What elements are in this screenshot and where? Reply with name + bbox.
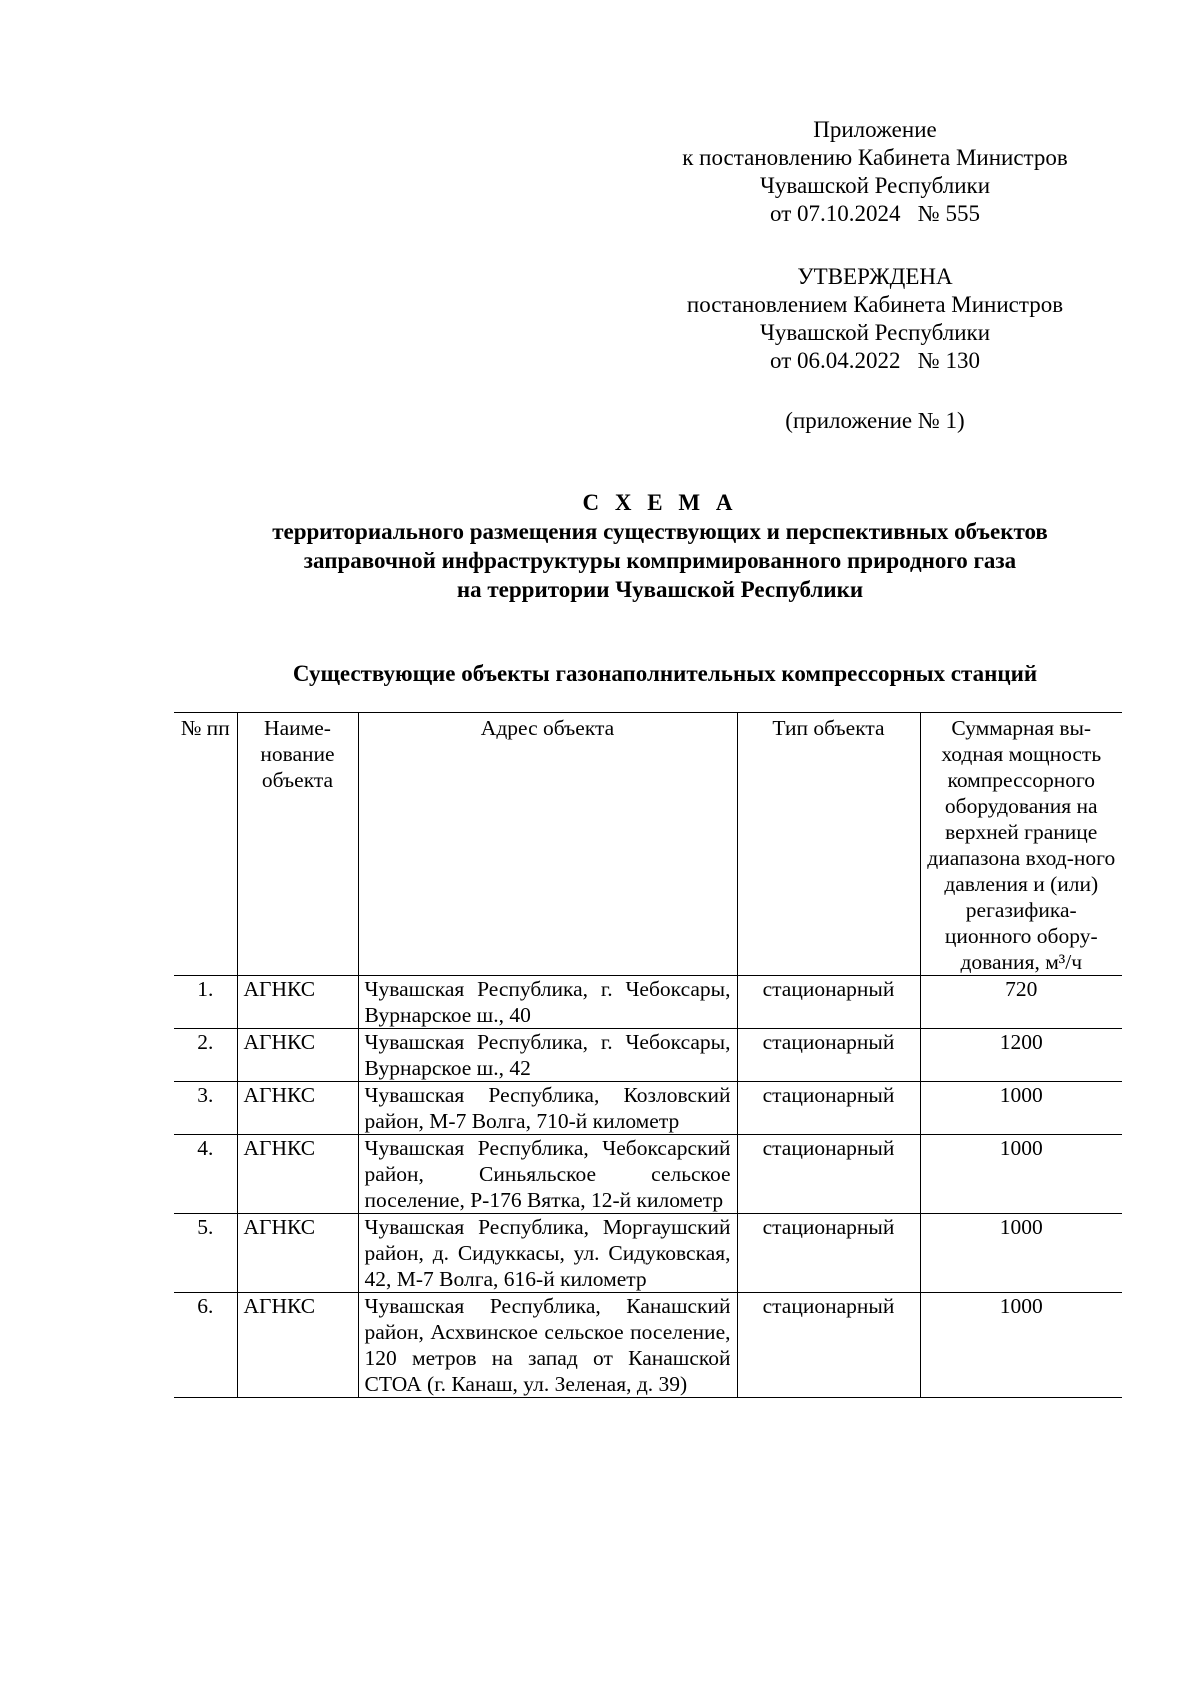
row-name: АГНКС <box>237 1082 358 1135</box>
title-line-1: территориального размещения существующих и перспективных объектов <box>272 519 1048 544</box>
appendix-resolution: к постановлению Кабинета Министров <box>682 145 1068 170</box>
appendix-date-number: от 07.10.2024 № 555 <box>770 201 980 226</box>
row-type: стационарный <box>737 1029 920 1082</box>
appendix-note <box>600 407 1150 435</box>
row-address: Чувашская Республика, г. Чебоксары, Вурнарское ш., 42 <box>358 1029 737 1082</box>
section-title: Существующие объекты газонаполнительных компрессорных станций <box>292 661 1038 686</box>
row-power: 1000 <box>920 1082 1122 1135</box>
title-main: С Х Е М А <box>582 490 738 515</box>
row-num: 2. <box>174 1029 237 1082</box>
row-type: стационарный <box>737 1214 920 1293</box>
appendix-note-text: (приложение № 1) <box>785 408 965 433</box>
table-row <box>174 1293 1122 1398</box>
table-row <box>174 1135 1122 1214</box>
table-header-row <box>174 713 1122 976</box>
row-power: 1200 <box>920 1029 1122 1082</box>
row-num: 3. <box>174 1082 237 1135</box>
approved-republic: Чувашской Республики <box>759 320 991 345</box>
header-type: Тип объекта <box>737 713 920 976</box>
row-name: АГНКС <box>237 1135 358 1214</box>
appendix-republic: Чувашской Республики <box>759 173 991 198</box>
header-address: Адрес объекта <box>358 713 737 976</box>
row-address: Чувашская Республика, г. Чебоксары, Вурнарское ш., 40 <box>358 976 737 1029</box>
row-address: Чувашская Республика, Моргаушский район, д. Сидуккасы, ул. Сидуковская, 42, М-7 Волга, 616-й километр <box>358 1214 737 1293</box>
row-power: 720 <box>920 976 1122 1029</box>
document-title <box>120 488 1200 604</box>
row-name: АГНКС <box>237 976 358 1029</box>
row-power: 1000 <box>920 1135 1122 1214</box>
table-row <box>174 1082 1122 1135</box>
title-line-3: на территории Чувашской Республики <box>456 577 864 602</box>
objects-table <box>174 712 1122 1398</box>
header-name: Наиме-нование объекта <box>237 713 358 976</box>
approved-header <box>600 263 1150 375</box>
row-num: 6. <box>174 1293 237 1398</box>
table-row <box>174 1029 1122 1082</box>
row-num: 4. <box>174 1135 237 1214</box>
row-name: АГНКС <box>237 1214 358 1293</box>
row-num: 5. <box>174 1214 237 1293</box>
table-row <box>174 1214 1122 1293</box>
approved-label: УТВЕРЖДЕНА <box>797 264 953 289</box>
row-num: 1. <box>174 976 237 1029</box>
appendix-label: Приложение <box>813 117 937 142</box>
header-num: № пп <box>174 713 237 976</box>
row-power: 1000 <box>920 1293 1122 1398</box>
row-type: стационарный <box>737 1135 920 1214</box>
row-type: стационарный <box>737 976 920 1029</box>
row-type: стационарный <box>737 1293 920 1398</box>
row-address: Чувашская Республика, Чебоксарский район, Синьяльское сельское поселение, Р-176 Вятка, 12-й километр <box>358 1135 737 1214</box>
approved-resolution: постановлением Кабинета Министров <box>686 292 1064 317</box>
row-address: Чувашская Республика, Козловский район, М-7 Волга, 710-й километр <box>358 1082 737 1135</box>
title-line-2: заправочной инфраструктуры компримированного природного газа <box>303 548 1017 573</box>
row-name: АГНКС <box>237 1029 358 1082</box>
row-power: 1000 <box>920 1214 1122 1293</box>
appendix-header <box>600 116 1150 228</box>
header-power: Суммарная вы-ходная мощность компрессорного оборудования на верхней границе диапазона вход-ного давления и (или) регазифика-ционного обору-дования, м³/ч <box>920 713 1122 976</box>
table-row <box>174 976 1122 1029</box>
row-address: Чувашская Республика, Канашский район, Асхвинское сельское поселение, 120 метров на запад от Канашской СТОА (г. Канаш, ул. Зеленая, д. 39) <box>358 1293 737 1398</box>
row-name: АГНКС <box>237 1293 358 1398</box>
approved-date-number: от 06.04.2022 № 130 <box>770 348 980 373</box>
row-type: стационарный <box>737 1082 920 1135</box>
